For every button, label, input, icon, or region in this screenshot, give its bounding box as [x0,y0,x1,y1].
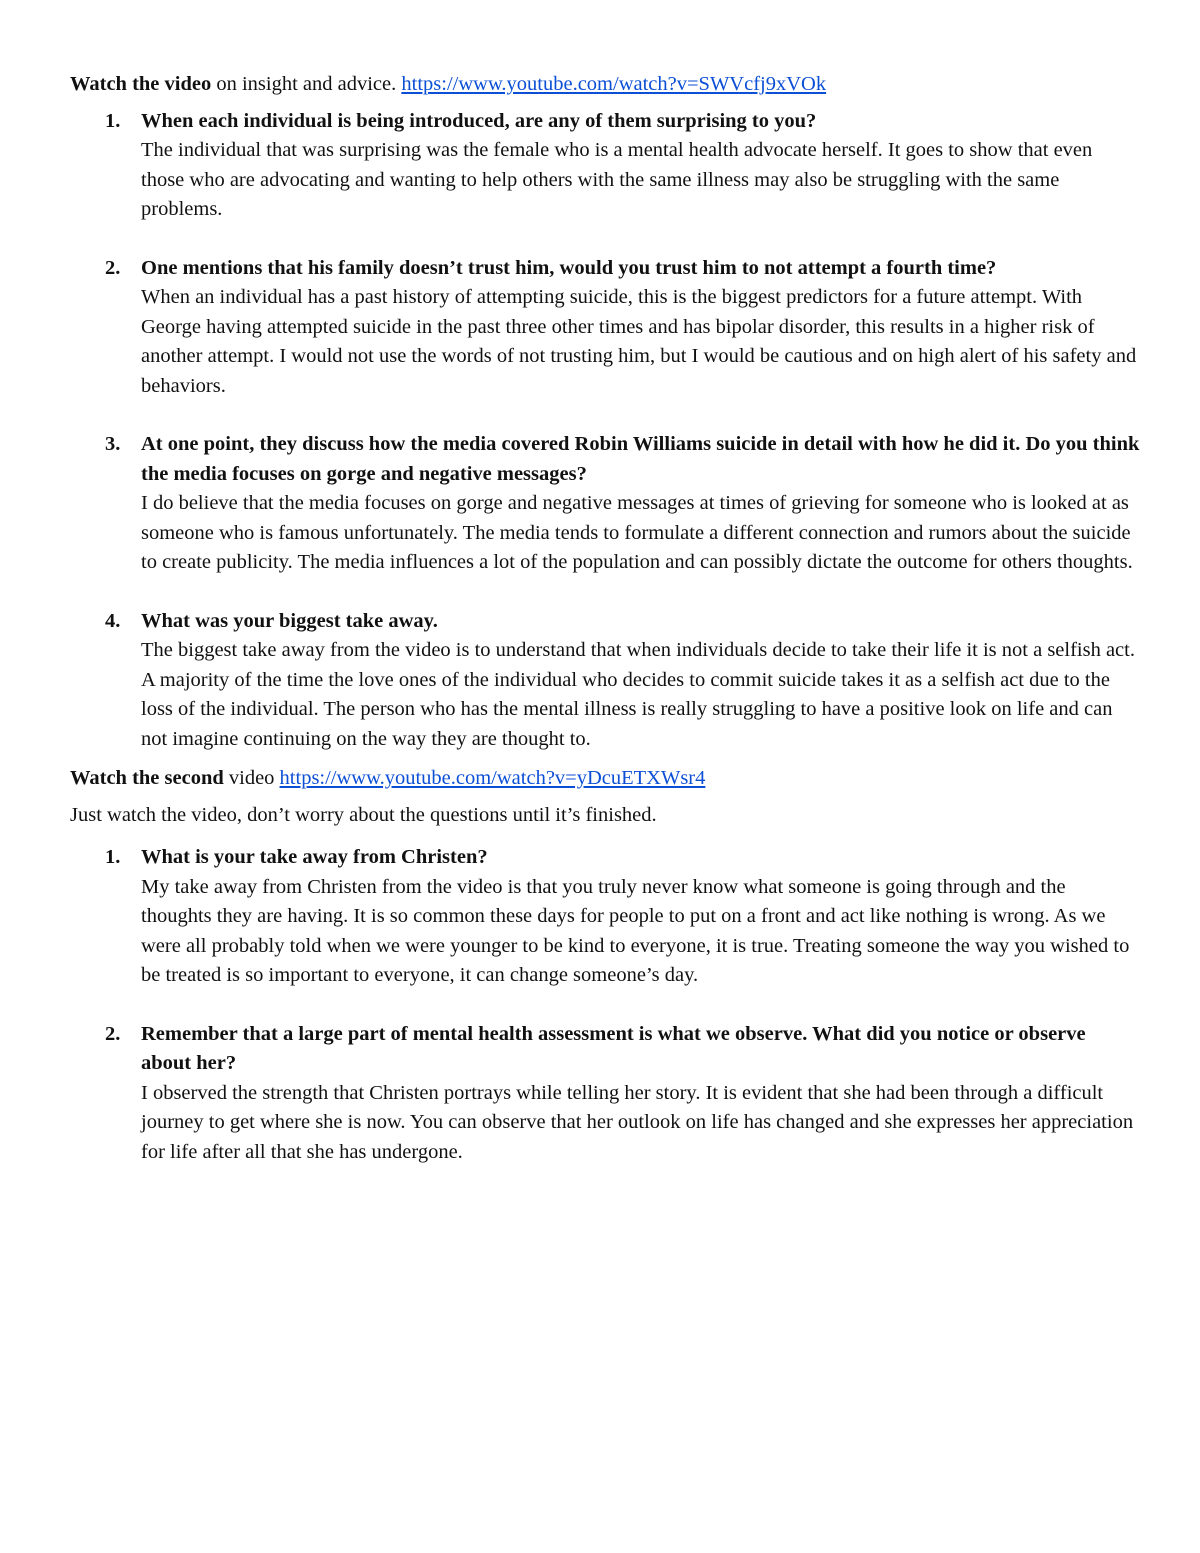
question-number: 2. [105,1022,121,1045]
section1-intro [70,70,1140,100]
question-text: What was your biggest take away. [141,609,438,632]
section2-question-list [70,843,1140,1167]
question-text: One mentions that his family doesn’t trust him, would you trust him to not attempt a fourth time? [141,256,997,279]
question-text: Remember that a large part of mental health assessment is what we observe. What did you notice or observe about her? [141,1022,1086,1074]
question-number: 4. [105,609,121,632]
question-number: 3. [105,433,121,455]
answer-text: My take away from Christen from the video is that you truly never know what someone is going through and the thoughts they are having. It is so common these days for people to put on a front and act like nothing is wrong. As we were all probably told when we were younger to be kind to everyone, it is true. Treating someone the way you wished to be treated is so important to everyone, it can change someone’s day. [141,875,1130,986]
video1-link[interactable]: https://www.youtube.com/watch?v=SWVcfj9xVOk [401,73,827,95]
question-number: 1. [105,846,121,868]
answer-text: When an individual has a past history of attempting suicide, this is the biggest predictors for a future attempt. With George having attempted suicide in the past three other times and has bipolar disorder, this results in a higher risk of another attempt. I would not use the words of not trusting him, but I would be cautious and on high alert of his safety and behaviors. [141,286,1137,397]
list-item [70,430,1140,578]
list-item [70,254,1140,402]
section1-question-list [70,107,1140,755]
list-item [70,107,1140,225]
answer-text: The biggest take away from the video is to understand that when individuals decide to take their life it is not a selfish act. A majority of the time the love ones of the individual who decides to commit suicide takes it as a selfish act due to the loss of the individual. The person who has the mental illness is really struggling to have a positive look on life and can not imagine continuing on the way they are thought to. [141,639,1135,750]
section2-intro-bold: Watch the second [70,767,224,789]
video2-link[interactable]: https://www.youtube.com/watch?v=yDcuETXWsr4 [279,767,706,789]
section1-intro-text: on insight and advice. [211,73,402,95]
list-item [70,843,1140,991]
answer-text: I do believe that the media focuses on gorge and negative messages at times of grieving for someone who is looked at as someone who is famous unfortunately. The media tends to formulate a different connection and rumors about the suicide to create publicity. The media influences a lot of the population and can possibly dictate the outcome for others thoughts. [141,492,1133,573]
question-number: 2. [105,256,121,279]
question-text: At one point, they discuss how the media covered Robin Williams suicide in detail with how he did it. Do you think the media focuses on gorge and negative messages? [141,433,1140,485]
question-text: When each individual is being introduced, are any of them surprising to you? [141,109,817,132]
document-page [70,70,1140,1177]
section2-intro-text: video [223,767,280,789]
question-number: 1. [105,109,121,132]
section1-intro-bold: Watch the video [70,73,212,95]
question-text: What is your take away from Christen? [141,846,488,868]
section2-intro [70,764,1140,794]
list-item [70,607,1140,755]
section2-note: Just watch the video, don’t worry about the questions until it’s finished. [70,803,657,826]
answer-text: The individual that was surprising was the female who is a mental health advocate herself. It goes to show that even those who are advocating and wanting to help others with the same illness may also be struggling with the same problems. [141,139,1093,220]
answer-text: I observed the strength that Christen portrays while telling her story. It is evident that she had been through a difficult journey to get where she is now. You can observe that her outlook on life has changed and she expresses her appreciation for life after all that she has undergone. [141,1081,1134,1163]
list-item [70,1020,1140,1168]
